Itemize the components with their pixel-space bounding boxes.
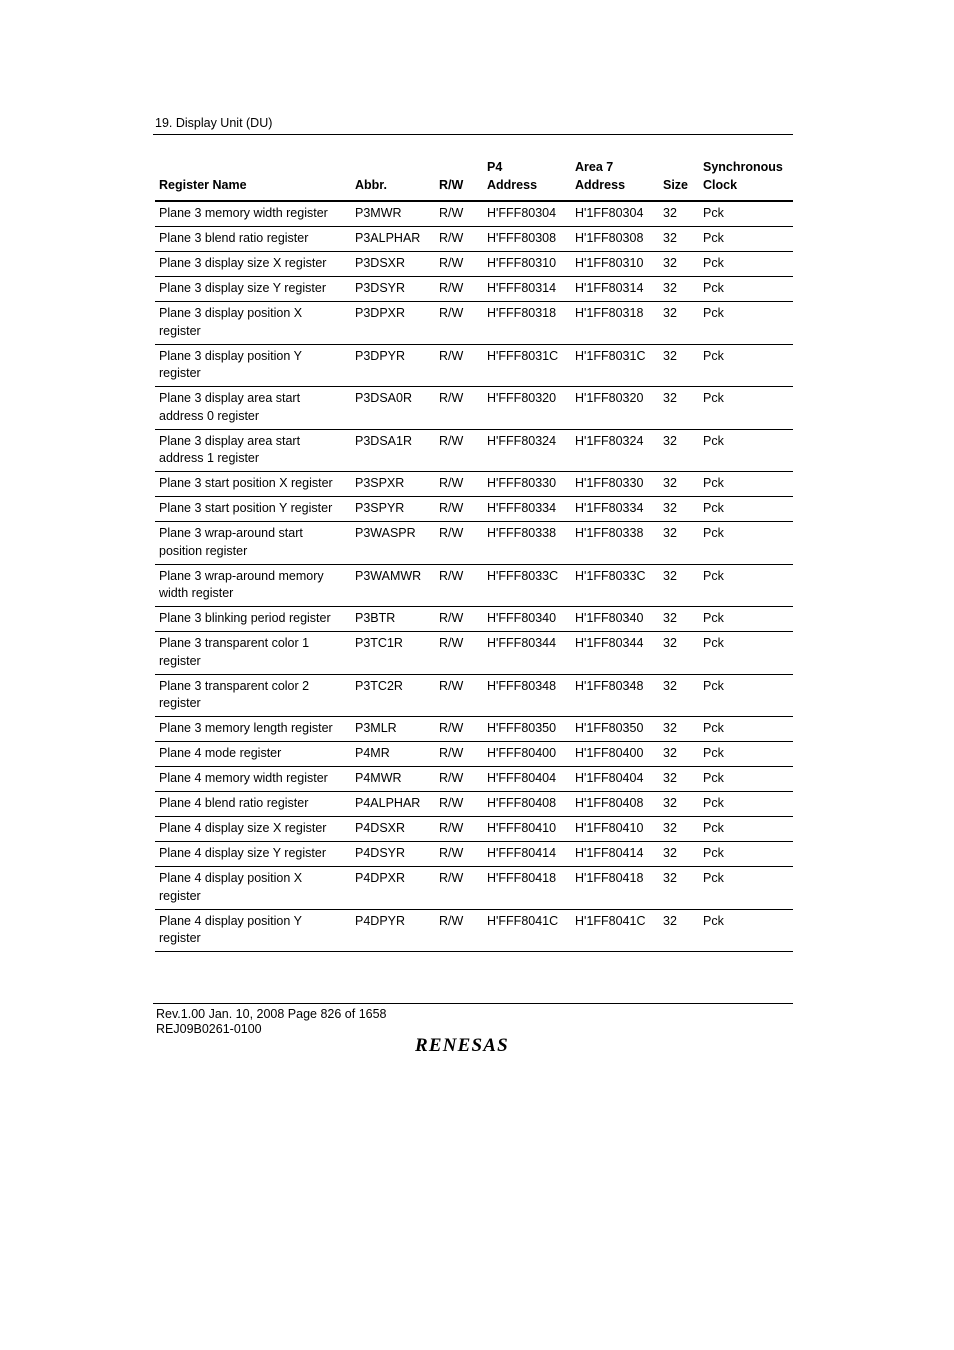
cell-abbr: P3SPYR — [351, 497, 435, 522]
cell-size: 32 — [659, 867, 699, 910]
cell-rw: R/W — [435, 674, 483, 717]
cell-rw: R/W — [435, 387, 483, 430]
cell-size: 32 — [659, 472, 699, 497]
cell-abbr: P3DSYR — [351, 277, 435, 302]
cell-rw: R/W — [435, 607, 483, 632]
cell-p4-address: H'FFF80320 — [483, 387, 571, 430]
cell-abbr: P3DSXR — [351, 252, 435, 277]
cell-p4-address: H'FFF80324 — [483, 429, 571, 472]
cell-abbr: P3ALPHAR — [351, 227, 435, 252]
cell-register-name: Plane 3 transparent color 1 register — [155, 632, 351, 675]
cell-size: 32 — [659, 607, 699, 632]
cell-area7-address: H'1FF80404 — [571, 767, 659, 792]
cell-sync-clock: Pck — [699, 717, 793, 742]
section-header: 19. Display Unit (DU) — [155, 116, 273, 130]
cell-sync-clock: Pck — [699, 302, 793, 345]
table-row — [155, 867, 793, 910]
cell-sync-clock: Pck — [699, 674, 793, 717]
cell-rw: R/W — [435, 632, 483, 675]
table-row — [155, 564, 793, 607]
cell-abbr: P3MWR — [351, 201, 435, 227]
cell-area7-address: H'1FF80338 — [571, 522, 659, 565]
cell-p4-address: H'FFF80418 — [483, 867, 571, 910]
cell-area7-address: H'1FF80350 — [571, 717, 659, 742]
cell-p4-address: H'FFF80408 — [483, 792, 571, 817]
header-divider — [153, 134, 793, 135]
cell-abbr: P3DPYR — [351, 344, 435, 387]
cell-sync-clock: Pck — [699, 387, 793, 430]
cell-register-name: Plane 4 display size X register — [155, 817, 351, 842]
cell-register-name: Plane 3 memory width register — [155, 201, 351, 227]
cell-area7-address: H'1FF80310 — [571, 252, 659, 277]
cell-sync-clock: Pck — [699, 909, 793, 952]
cell-sync-clock: Pck — [699, 252, 793, 277]
cell-rw: R/W — [435, 842, 483, 867]
col-size: Size — [659, 156, 699, 201]
col-abbr: Abbr. — [351, 156, 435, 201]
cell-sync-clock: Pck — [699, 632, 793, 675]
cell-p4-address: H'FFF8031C — [483, 344, 571, 387]
cell-register-name: Plane 4 display size Y register — [155, 842, 351, 867]
cell-rw: R/W — [435, 302, 483, 345]
cell-area7-address: H'1FF80304 — [571, 201, 659, 227]
cell-register-name: Plane 3 display position X register — [155, 302, 351, 345]
cell-sync-clock: Pck — [699, 767, 793, 792]
cell-size: 32 — [659, 252, 699, 277]
cell-register-name: Plane 3 display size X register — [155, 252, 351, 277]
table-row — [155, 277, 793, 302]
cell-rw: R/W — [435, 522, 483, 565]
cell-p4-address: H'FFF80344 — [483, 632, 571, 675]
cell-register-name: Plane 3 blinking period register — [155, 607, 351, 632]
cell-size: 32 — [659, 842, 699, 867]
cell-abbr: P3SPXR — [351, 472, 435, 497]
cell-size: 32 — [659, 387, 699, 430]
table-row — [155, 817, 793, 842]
cell-area7-address: H'1FF80340 — [571, 607, 659, 632]
cell-sync-clock: Pck — [699, 472, 793, 497]
cell-area7-address: H'1FF80324 — [571, 429, 659, 472]
col-p4-address: P4 Address — [483, 156, 571, 201]
footer-revision: Rev.1.00 Jan. 10, 2008 Page 826 of 1658 — [156, 1007, 387, 1021]
cell-size: 32 — [659, 632, 699, 675]
table-row — [155, 742, 793, 767]
cell-area7-address: H'1FF80400 — [571, 742, 659, 767]
cell-p4-address: H'FFF80338 — [483, 522, 571, 565]
cell-area7-address: H'1FF8041C — [571, 909, 659, 952]
cell-p4-address: H'FFF80410 — [483, 817, 571, 842]
cell-sync-clock: Pck — [699, 564, 793, 607]
cell-abbr: P4MR — [351, 742, 435, 767]
cell-rw: R/W — [435, 227, 483, 252]
cell-sync-clock: Pck — [699, 277, 793, 302]
cell-area7-address: H'1FF80348 — [571, 674, 659, 717]
cell-rw: R/W — [435, 909, 483, 952]
cell-rw: R/W — [435, 429, 483, 472]
table-body — [155, 201, 793, 952]
cell-area7-address: H'1FF80314 — [571, 277, 659, 302]
cell-size: 32 — [659, 344, 699, 387]
table-row — [155, 909, 793, 952]
cell-p4-address: H'FFF80334 — [483, 497, 571, 522]
cell-size: 32 — [659, 302, 699, 345]
cell-rw: R/W — [435, 767, 483, 792]
cell-area7-address: H'1FF80330 — [571, 472, 659, 497]
cell-size: 32 — [659, 909, 699, 952]
cell-abbr: P4DSXR — [351, 817, 435, 842]
cell-rw: R/W — [435, 344, 483, 387]
cell-rw: R/W — [435, 252, 483, 277]
cell-size: 32 — [659, 277, 699, 302]
cell-p4-address: H'FFF80304 — [483, 201, 571, 227]
cell-area7-address: H'1FF80410 — [571, 817, 659, 842]
cell-rw: R/W — [435, 817, 483, 842]
cell-size: 32 — [659, 564, 699, 607]
cell-size: 32 — [659, 522, 699, 565]
cell-abbr: P4DPXR — [351, 867, 435, 910]
table-row — [155, 344, 793, 387]
renesas-logo-svg — [414, 1034, 534, 1056]
cell-rw: R/W — [435, 867, 483, 910]
cell-abbr: P3TC2R — [351, 674, 435, 717]
cell-register-name: Plane 3 wrap-around memory width register — [155, 564, 351, 607]
cell-area7-address: H'1FF80320 — [571, 387, 659, 430]
cell-register-name: Plane 3 start position X register — [155, 472, 351, 497]
cell-sync-clock: Pck — [699, 842, 793, 867]
table-row — [155, 607, 793, 632]
cell-p4-address: H'FFF80400 — [483, 742, 571, 767]
cell-register-name: Plane 3 start position Y register — [155, 497, 351, 522]
cell-p4-address: H'FFF80308 — [483, 227, 571, 252]
table-row — [155, 767, 793, 792]
cell-register-name: Plane 3 display area start address 1 register — [155, 429, 351, 472]
cell-rw: R/W — [435, 472, 483, 497]
cell-area7-address: H'1FF8033C — [571, 564, 659, 607]
table-row — [155, 429, 793, 472]
cell-size: 32 — [659, 227, 699, 252]
cell-abbr: P3DSA1R — [351, 429, 435, 472]
cell-p4-address: H'FFF80350 — [483, 717, 571, 742]
cell-abbr: P3DSA0R — [351, 387, 435, 430]
col-sync-clock: Synchronous Clock — [699, 156, 793, 201]
cell-rw: R/W — [435, 792, 483, 817]
cell-rw: R/W — [435, 277, 483, 302]
cell-p4-address: H'FFF80414 — [483, 842, 571, 867]
cell-abbr: P4MWR — [351, 767, 435, 792]
cell-register-name: Plane 3 display area start address 0 register — [155, 387, 351, 430]
renesas-logo-icon — [414, 1034, 534, 1061]
table-row — [155, 792, 793, 817]
cell-register-name: Plane 3 transparent color 2 register — [155, 674, 351, 717]
cell-p4-address: H'FFF80340 — [483, 607, 571, 632]
table-row — [155, 227, 793, 252]
cell-size: 32 — [659, 792, 699, 817]
table-row — [155, 387, 793, 430]
cell-p4-address: H'FFF80318 — [483, 302, 571, 345]
cell-sync-clock: Pck — [699, 607, 793, 632]
cell-area7-address: H'1FF80414 — [571, 842, 659, 867]
cell-register-name: Plane 3 display position Y register — [155, 344, 351, 387]
cell-size: 32 — [659, 429, 699, 472]
cell-p4-address: H'FFF8033C — [483, 564, 571, 607]
cell-p4-address: H'FFF80314 — [483, 277, 571, 302]
table-row — [155, 842, 793, 867]
cell-size: 32 — [659, 497, 699, 522]
cell-abbr: P3WAMWR — [351, 564, 435, 607]
cell-abbr: P3TC1R — [351, 632, 435, 675]
cell-rw: R/W — [435, 742, 483, 767]
cell-area7-address: H'1FF80308 — [571, 227, 659, 252]
cell-rw: R/W — [435, 497, 483, 522]
cell-register-name: Plane 4 mode register — [155, 742, 351, 767]
cell-abbr: P3MLR — [351, 717, 435, 742]
cell-p4-address: H'FFF80330 — [483, 472, 571, 497]
footer-divider — [153, 1003, 793, 1004]
cell-register-name: Plane 4 display position X register — [155, 867, 351, 910]
table-row — [155, 497, 793, 522]
cell-area7-address: H'1FF80344 — [571, 632, 659, 675]
cell-sync-clock: Pck — [699, 792, 793, 817]
cell-size: 32 — [659, 717, 699, 742]
col-area7-address: Area 7 Address — [571, 156, 659, 201]
cell-p4-address: H'FFF80348 — [483, 674, 571, 717]
cell-area7-address: H'1FF80318 — [571, 302, 659, 345]
cell-sync-clock: Pck — [699, 817, 793, 842]
table-row — [155, 302, 793, 345]
cell-size: 32 — [659, 817, 699, 842]
cell-rw: R/W — [435, 717, 483, 742]
table-row — [155, 632, 793, 675]
cell-sync-clock: Pck — [699, 201, 793, 227]
cell-register-name: Plane 4 blend ratio register — [155, 792, 351, 817]
cell-size: 32 — [659, 674, 699, 717]
cell-area7-address: H'1FF8031C — [571, 344, 659, 387]
cell-area7-address: H'1FF80408 — [571, 792, 659, 817]
cell-size: 32 — [659, 201, 699, 227]
col-register-name: Register Name — [155, 156, 351, 201]
cell-p4-address: H'FFF8041C — [483, 909, 571, 952]
cell-register-name: Plane 4 display position Y register — [155, 909, 351, 952]
footer-doc-number: REJ09B0261-0100 — [156, 1022, 262, 1036]
table-row — [155, 201, 793, 227]
table-row — [155, 674, 793, 717]
table-row — [155, 472, 793, 497]
cell-sync-clock: Pck — [699, 742, 793, 767]
table-row — [155, 252, 793, 277]
table-row — [155, 522, 793, 565]
col-rw: R/W — [435, 156, 483, 201]
cell-sync-clock: Pck — [699, 522, 793, 565]
cell-register-name: Plane 3 memory length register — [155, 717, 351, 742]
cell-rw: R/W — [435, 564, 483, 607]
cell-sync-clock: Pck — [699, 867, 793, 910]
cell-abbr: P4ALPHAR — [351, 792, 435, 817]
register-table — [155, 156, 793, 952]
cell-sync-clock: Pck — [699, 429, 793, 472]
logo-wordmark: RENESAS — [415, 1035, 509, 1056]
cell-register-name: Plane 4 memory width register — [155, 767, 351, 792]
cell-register-name: Plane 3 blend ratio register — [155, 227, 351, 252]
cell-p4-address: H'FFF80404 — [483, 767, 571, 792]
cell-size: 32 — [659, 742, 699, 767]
table-header-row — [155, 156, 793, 201]
cell-sync-clock: Pck — [699, 344, 793, 387]
cell-abbr: P4DSYR — [351, 842, 435, 867]
cell-p4-address: H'FFF80310 — [483, 252, 571, 277]
cell-register-name: Plane 3 wrap-around start position register — [155, 522, 351, 565]
cell-abbr: P3WASPR — [351, 522, 435, 565]
cell-register-name: Plane 3 display size Y register — [155, 277, 351, 302]
cell-sync-clock: Pck — [699, 227, 793, 252]
cell-abbr: P4DPYR — [351, 909, 435, 952]
cell-size: 32 — [659, 767, 699, 792]
cell-sync-clock: Pck — [699, 497, 793, 522]
cell-area7-address: H'1FF80418 — [571, 867, 659, 910]
cell-area7-address: H'1FF80334 — [571, 497, 659, 522]
cell-rw: R/W — [435, 201, 483, 227]
table-row — [155, 717, 793, 742]
cell-abbr: P3DPXR — [351, 302, 435, 345]
cell-abbr: P3BTR — [351, 607, 435, 632]
